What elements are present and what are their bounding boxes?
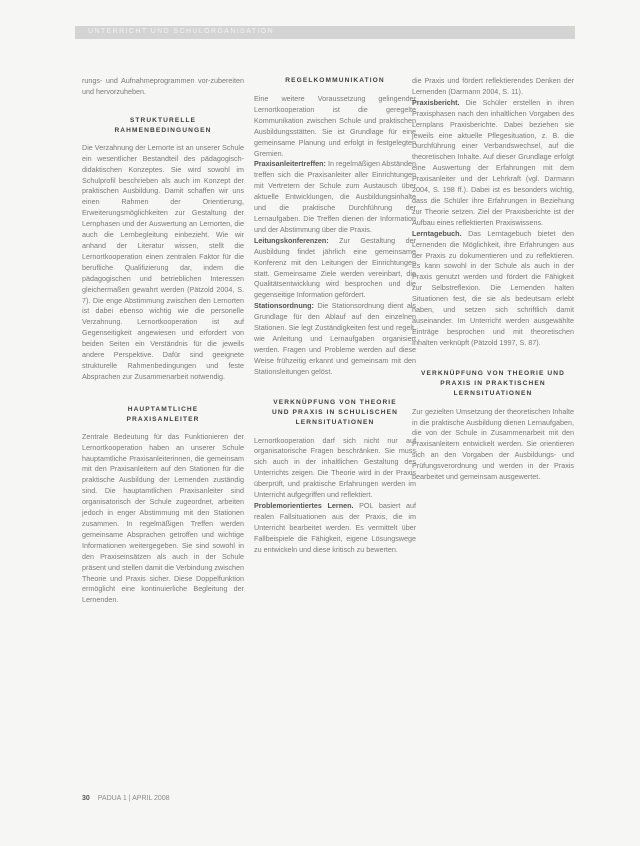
col2-para1: Eine weitere Voraussetzung gelingender Lernortkooperation ist die geregelte Kommunikation zwischen Schule und praktischen Ausbildungsstätten. Sie ist Grundlage für eine gemeinsame Planung und erfolgt in festgelegten Gremien. [254, 94, 416, 158]
journal-info: PADUA 1 | APRIL 2008 [97, 795, 170, 802]
text-leitungskonferenzen: Zur Gestaltung der Ausbildung findet jährlich eine gemeinsame Konferenz mit den Leitungen der Einrichtungen statt. Gemeinsame Ziele werden vereinbart, die Qualitätsentwicklung wird besprochen und die gegenseitige Information gefördert. [254, 235, 416, 300]
col3-intro: die Praxis und fördert reflektierendes Denken der Lernenden (Darmann 2004, S. 11). [412, 76, 574, 96]
term-problemorientiertes-lernen: Problemorientiertes Lernen. [254, 501, 354, 510]
term-stationsordnung: Stationsordnung: [254, 301, 314, 311]
col1-para1: Die Verzahnung der Lernorte ist an unserer Schule ein wesentlicher Bestandteil des pädagogisch-didaktischen Konzeptes. Sie wird sowohl im Schulprofil beschrieben als auch im Konzept der praktischen Ausbildung. Damit schaffen wir uns einen Rahmen der Orientierung, Erweiterungsmöglichkeiten zur Gestaltung der Lernphasen und der Auswertung an Lernorten, die auch die Lernbegleitung einbezieht. Wie wir anhand der Literatur wissen, stellt die Lernortkooperation einen zentralen Faktor für die berufliche Qualifizierung dar, indem die pädagogischen und betrieblichen Interessen gleichermaßen gewahrt werden (Pätzold 2004, S. 7). Die enge Abstimmung zwischen den Lernorten ist dabei ebenso wichtig wie die personelle Verzahnung. Lernortkooperation ist auf Gegenseitigkeit angewiesen und erfordert von beiden Seiten ein Verständnis für die jeweils andere Perspektive. Dafür sind geeignete strukturelle Rahmenbedingungen und feste Absprachen zur Zusammenarbeit notwendig. [82, 142, 244, 381]
col1-para2: Zentrale Bedeutung für das Funktionieren der Lernortkooperation haben an unserer Schule hauptamtliche Praxisanleiterinnen, die gemeinsam mit den Praxisanleitern auf den Stationen für die praktische Ausbildung der Lernenden zuständig sind. Die hauptamtlichen Praxisanleiter sind organisatorisch der Schule zugeordnet, arbeiten jedoch in enger Abstimmung mit den Stationen zusammen. In regelmäßigen Treffen werden gemeinsame Absprachen getroffen und wichtige Informationen weitergegeben. Sie sind sowohl in den Praxiseinsätzen als auch in der Schule präsent und stellen damit die Verbindung zwischen Theorie und Praxis sicher. Diese Doppelfunktion ermöglicht eine kontinuierliche Begleitung der Lernenden. [82, 431, 244, 605]
term-praxisanleitertreffen: Praxisanleitertreffen: [254, 159, 326, 169]
term-praxisbericht: Praxisbericht. [412, 97, 460, 107]
col1-intro: rungs- und Aufnahmeprogrammen vor-zubereiten und hervorzuheben. [82, 76, 244, 96]
text-problemorientiertes-lernen: POL basiert auf realen Fallsituationen aus der Praxis, die im Unterricht bearbeitet werden. Es vermittelt über Fallbeispiele die Fähigkeit, eigene Lösungswege zu entwickeln und diese kritisch zu bewerten. [254, 501, 417, 554]
term-leitungskonferenzen: Leitungskonferenzen: [254, 235, 329, 245]
term-lerntagebuch: Lerntagebuch. [412, 228, 462, 238]
column-3 [412, 76, 574, 483]
page-number: 30 [82, 795, 90, 802]
page-footer [82, 795, 170, 802]
heading-verknuepfung-schulisch: VERKNÜPFUNG VON THEORIE UND PRAXIS IN SCHULISCHEN LERNSITUATIONEN [271, 398, 399, 426]
text-praxisanleitertreffen: In regelmäßigen Abständen treffen sich die Praxisanleiter aller Einrichtungen mit Vertretern der Schule zum Austausch über aktuelle Entwicklungen, die Ausbildungsinhalte und die praktische Durchführung der Lernaufgaben. Die Treffen dienen der Information und der Abstimmung über die Praxis. [254, 159, 416, 234]
text-lerntagebuch: Das Lerntagebuch bietet den Lernenden die Möglichkeit, ihre Erfahrungen aus der Praxis zu dokumentieren und zu reflektieren. Es kann sowohl in der Schule als auch in der Praxis genutzt werden und fördert die Fähigkeit zur Selbstreflexion. Die Lernenden halten Situationen fest, die sie als bedeutsam erlebt haben, und setzen sich schriftlich damit auseinander. Im Unterricht werden ausgewählte Einträge besprochen und mit theoretischen Inhalten verknüpft (Pätzold 1997, S. 87). [412, 228, 575, 347]
text-stationsordnung: Die Stationsordnung dient als Grundlage für den Ablauf auf den einzelnen Stationen. Sie legt Zuständigkeiten fest und regelt, wie Anleitung und Lernaufgaben organisiert werden. Fragen und Probleme werden auf diese Weise frühzeitig erkannt und gemeinsam mit den Stationsleitungen gelöst. [254, 301, 417, 376]
col2-item-praxisanleitertreffen [254, 159, 416, 235]
col2-item-stationsordnung [254, 301, 416, 377]
text-praxisbericht: Die Schüler erstellen in ihren Praxisphasen nach den inhaltlichen Vorgaben des Lernplans Praxisberichte. Dabei beziehen sie jeweils eine aktuelle Pflegesituation, z. B. die Durchführung einer Verbandswechsel, auf die theoretischen Inhalte. Auf dieser Grundlage erfolgt eine Auswertung der Erfahrungen mit dem Praxisanleiter und der Lehrkraft (vgl. Darmann 2004, S. 198 ff.). Dabei ist es besonders wichtig, dass die Schüler ihre Erfahrungen in Beziehung zur Theorie setzen. Ziel der Praxisberichte ist der Aufbau eines reflektierten Praxiswissens. [412, 97, 575, 227]
col2-item-leitungskonferenzen [254, 236, 416, 301]
heading-hauptamtliche-praxisanleiter: HAUPTAMTLICHE PRAXISANLEITER [126, 405, 200, 423]
col2-item-pol [254, 501, 416, 556]
col3-para1: Zur gezielten Umsetzung der theoretischen Inhalte in die praktische Ausbildung dienen Lernaufgaben, die von der Schule in Zusammenarbeit mit den Praxisanleitern entwickelt werden. Sie orientieren sich an den Vorgaben der Ausbildungs- und Prüfungsverordnung und werden in der Praxis bearbeitet und gemeinsam ausgewertet. [412, 406, 574, 482]
heading-strukturelle-rahmenbedingungen: STRUKTURELLE RAHMENBEDINGUNGEN [114, 116, 212, 134]
col3-item-lerntagebuch [412, 229, 574, 349]
col2-para2: Lernortkooperation darf sich nicht nur auf organisatorische Fragen beschränken. Sie muss sich auch in der inhaltlichen Gestaltung des Unterrichts zeigen. Die Theorie wird in der Praxis überprüft, und praktische Erfahrungen werden im Unterricht aufgegriffen und reflektiert. [254, 435, 416, 500]
column-1 [82, 76, 244, 606]
column-2 [254, 76, 416, 556]
running-header: UNTERRICHT UND SCHULORGANISATION [88, 28, 275, 35]
heading-verknuepfung-praktisch: VERKNÜPFUNG VON THEORIE UND PRAXIS IN PRAKTISCHEN LERNSITUATIONEN [421, 369, 565, 397]
col3-item-praxisbericht [412, 98, 574, 229]
heading-regelkommunikation: REGELKOMMUNIKATION [285, 77, 385, 84]
